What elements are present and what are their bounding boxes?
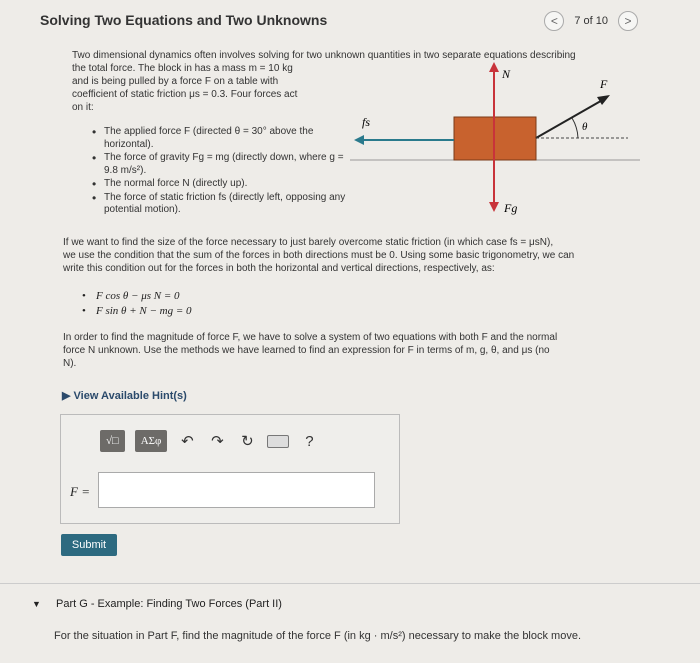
- answer-label: F =: [70, 484, 90, 499]
- applied-arrowhead: [597, 95, 610, 105]
- forces-list: [92, 126, 352, 218]
- label-Fg: Fg: [504, 201, 518, 215]
- equation-vertical: • F sin θ + N − mg = 0: [82, 304, 192, 319]
- answer-input[interactable]: [98, 472, 375, 508]
- pagination: [544, 11, 638, 31]
- gravity-arrowhead: [489, 202, 499, 212]
- free-body-diagram: [350, 60, 640, 230]
- submit-button[interactable]: Submit: [61, 534, 117, 556]
- paragraph-1-line-3: write this condition out for the forces in both the horizontal and vertical directions, respectively, as:: [63, 263, 495, 274]
- intro-line-5: on it:: [72, 102, 94, 113]
- help-button[interactable]: ?: [305, 432, 314, 450]
- page-counter: 7 of 10: [574, 15, 608, 27]
- intro-line-1: Two dimensional dynamics often involves solving for two unknown quantities in two separate equations describing: [72, 50, 576, 61]
- equations-list: [82, 289, 192, 319]
- label-fs: fs: [362, 115, 371, 129]
- paragraph-2-line-3: N).: [63, 358, 77, 369]
- symbols-button[interactable]: ΑΣφ: [135, 430, 168, 452]
- caret-right-icon: ▶: [62, 390, 71, 402]
- label-F: F: [600, 77, 608, 91]
- part-g-description: For the situation in Part F, find the magnitude of the force F (in kg · m/s²) necessary to make the block move.: [54, 630, 582, 642]
- reset-icon[interactable]: ↻: [241, 433, 254, 450]
- hint-label: View Available Hint(s): [73, 390, 187, 402]
- paragraph-1-line-2: we use the condition that the sum of the forces in both directions must be 0. Using some basic trigonometry, we can: [63, 250, 575, 261]
- part-g-title: Part G - Example: Finding Two Forces (Part II): [55, 598, 282, 610]
- intro-line-2: the total force. The block in has a mass m = 10 kg: [72, 63, 293, 74]
- paragraph-2-line-2: force N unknown. Use the methods we have learned to find an expression for F in terms of m, g, θ, and μs (no: [63, 345, 550, 356]
- angle-arc: [572, 118, 578, 138]
- templates-button[interactable]: √□: [100, 430, 125, 452]
- page-title: Solving Two Equations and Two Unknowns: [40, 12, 328, 28]
- divider: [0, 583, 700, 584]
- view-hints-link[interactable]: [62, 389, 187, 402]
- part-g-header[interactable]: [32, 598, 282, 610]
- keyboard-icon[interactable]: [267, 435, 289, 448]
- paragraph-2-line-1: In order to find the magnitude of force F, we have to solve a system of two equations with both F and the normal: [63, 332, 558, 343]
- list-item: • The normal force N (directly up).: [92, 178, 352, 191]
- paragraph-1-line-1: If we want to find the size of the force necessary to just barely overcome static friction (in which case fs = μsN),: [63, 237, 554, 248]
- friction-arrowhead: [354, 135, 364, 145]
- math-toolbar: [100, 430, 319, 452]
- normal-arrowhead: [489, 62, 499, 72]
- label-theta: θ: [582, 121, 588, 133]
- intro-line-4: coefficient of static friction μs = 0.3. Four forces act: [72, 89, 298, 100]
- undo-icon[interactable]: ↶: [181, 433, 194, 450]
- equation-horizontal: • F cos θ − μs N = 0: [82, 289, 192, 304]
- applied-force-arrow: [536, 98, 606, 138]
- prev-button[interactable]: <: [544, 11, 564, 31]
- list-item: • The applied force F (directed θ = 30° above the horizontal).: [92, 126, 352, 151]
- intro-line-3: and is being pulled by a force F on a table with: [72, 76, 279, 87]
- redo-icon[interactable]: ↷: [211, 433, 224, 450]
- label-N: N: [502, 67, 511, 81]
- caret-down-icon: ▼: [32, 599, 41, 609]
- next-button[interactable]: >: [618, 11, 638, 31]
- list-item: • The force of static friction fs (directly left, opposing any potential motion).: [92, 192, 352, 217]
- list-item: • The force of gravity Fg = mg (directly down, where g = 9.8 m/s²).: [92, 152, 352, 177]
